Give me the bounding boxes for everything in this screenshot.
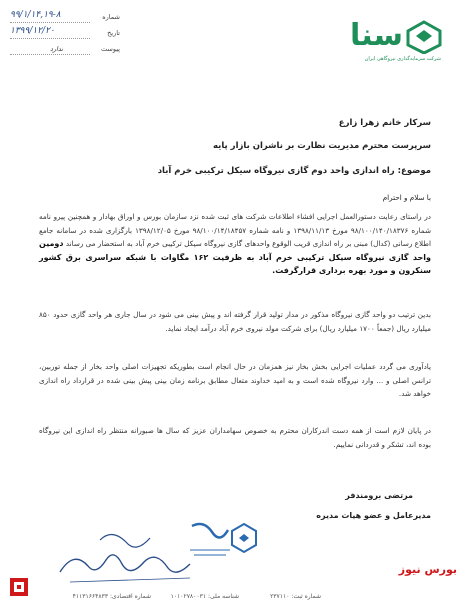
meta-number-row — [10, 10, 120, 26]
meta-date-label: تاریخ — [107, 29, 120, 37]
paragraph-1-highlight: دومین واحد گازی نیروگاه سیکل ترکیبی خرم آباد به ظرفیت ۱۶۲ مگاوات با شبکه سراسری برق کشور سنکرون و مورد بهره برداری قرارگرفت. — [39, 239, 432, 276]
paragraph-2: بدین ترتیب دو واحد گازی نیروگاه مذکور در مدار تولید قرار گرفته اند و پیش بینی می شود در سال جاری هر واحد گازی حدود ۸۵۰ میلیارد ریال (جمعاً ۱۷۰۰ میلیارد ریال) برای شرکت مولد نیروی خرم آباد درآمد ایجاد نماید. — [39, 310, 431, 333]
meta-date-value: ۱۳۹۹/۱۲/۲۰ — [10, 26, 55, 36]
paragraph-1 — [39, 210, 431, 278]
letter-footer — [0, 591, 471, 605]
meta-attachment-row — [10, 42, 120, 58]
paragraph-4: در پایان لازم است از همه دست اندرکاران محترم به خصوص سهامداران عزیز که سال ها صبورانه منتظر راه اندازی این نیروگاه بوده اند، تشکر و قدردانی نماییم. — [39, 426, 431, 449]
greeting: با سلام و احترام — [382, 193, 431, 202]
paragraph-3: یادآوری می گردد عملیات اجرایی بخش بخار نیز همزمان در حال انجام است بطوریکه تجهیزات اصلی واحد بخار از جمله توربین، ترانس اصلی و ... وارد نیروگاه شده است و به امید خداوند متعال مطابق برنامه زمان بینی پیش بینی شده در قرارداد راه اندازی خواهد شد. — [39, 362, 431, 399]
divider — [10, 38, 90, 39]
paragraph-1-text: در راستای رعایت دستورالعمل اجرایی افشاء اطلاعات شرکت های ثبت شده نزد سازمان بورس و اوراق بهادار و همچنین پیرو نامه شماره ۹۸/۱۰۰/۱۴۰/۱۸۳۷۶ مورخ ۱۳۹۸/۱۱/۱۳ و نامه شماره ۹۸/۱۰۰/۱۴/۱۸۴۵۷ مورخ ۱۳۹۸/۱۲/۰۵ بارگزاری شده در سامانه جامع اطلاع رسانی (کدال) مبنی بر راه اندازی قریب الوقوع واحدهای گازی نیروگاه سیکل ترکیبی خرم آباد به استحضار می رساند — [39, 212, 431, 249]
meta-date-row — [10, 26, 120, 42]
handwritten-signature-icon — [40, 520, 210, 590]
footer-national-id: شناسه ملی: ۱۰۱۰۲۷۸۰۰۳۱ — [170, 593, 239, 600]
letter-meta — [10, 10, 120, 58]
logo-subtitle: شرکت سرمایه‌گذاری نیروگاهی ایران — [364, 56, 441, 62]
company-logo — [343, 16, 443, 62]
logo-wordmark: سنا — [349, 18, 403, 53]
footer-economic-code: شماره اقتصادی: ۴۱۱۳۱۶۶۴۸۳۳ — [72, 593, 151, 600]
recipient-name: سرکار خانم زهرا زارع — [338, 118, 431, 128]
watermark-label: بورس نیوز — [398, 563, 457, 576]
divider — [10, 22, 90, 23]
signer-name: مرتضی برومندفر — [345, 491, 413, 500]
meta-number-label: شماره — [102, 13, 120, 21]
logo-emblem-icon — [405, 20, 443, 54]
signer-title: مدیرعامل و عضو هیات مدیره — [316, 511, 431, 520]
letter-subject: موضوع: راه اندازی واحد دوم گازی نیروگاه سیکل ترکیبی خرم آباد — [157, 166, 431, 176]
recipient-title: سرپرست محترم مدیریت نظارت بر ناشران بازار پایه — [212, 141, 431, 151]
divider — [10, 54, 90, 55]
meta-attachment-label: پیوست — [101, 45, 120, 53]
meta-attachment-value: ندارد — [50, 45, 64, 53]
meta-number-value: ۹۹/۱/۱۴,۱۹-۸ — [10, 10, 61, 20]
footer-registration: شماره ثبت: ۲۳۷۱۱۰ — [270, 593, 321, 600]
